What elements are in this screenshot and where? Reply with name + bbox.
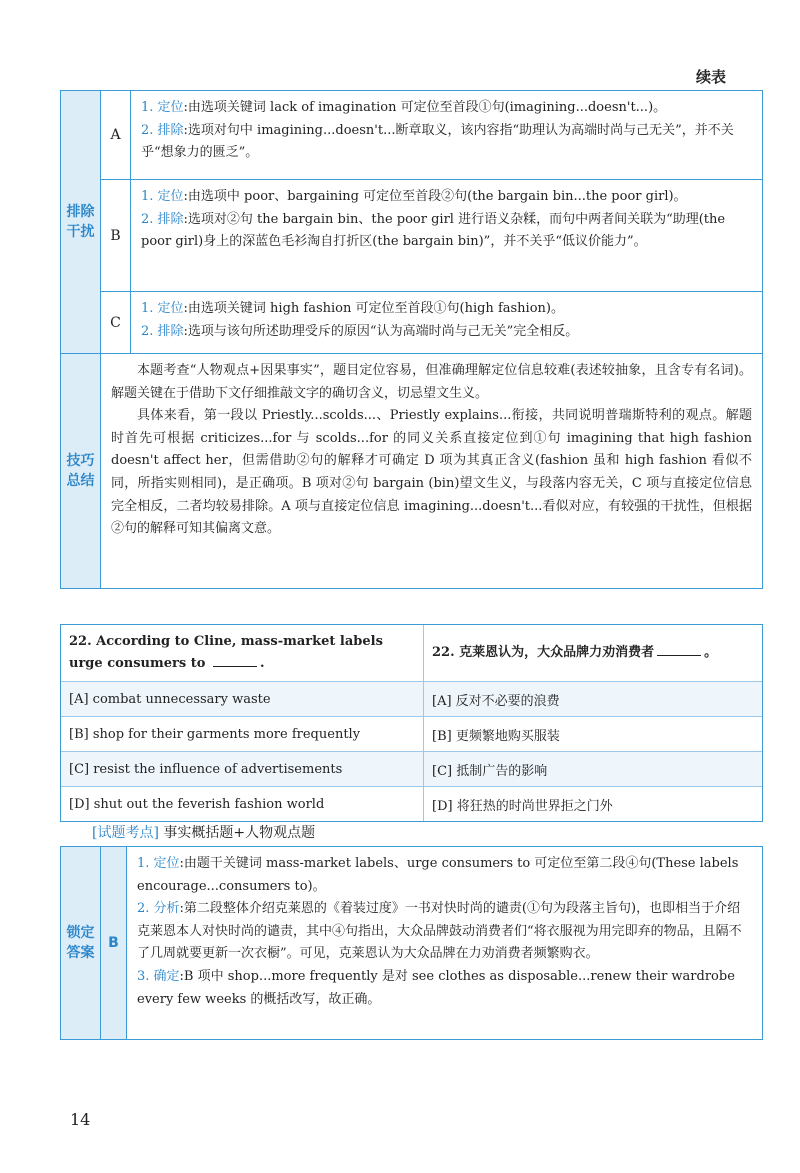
kaodian-line [92, 822, 315, 842]
tag: 3. 确定 [137, 968, 180, 984]
option-letter: C [101, 292, 131, 353]
exclude-row-a: A 1. 定位:由选项关键词 lack of imagination 可定位至首段①句(imagining...doesn't...)。 2. 排除:选项对句中 imagining...doesn't...断章取义，该内容指“助理认为高端时尚与己无关”，并不关乎“想象力的匮乏”。 [101, 91, 762, 180]
continued-label: 续表 [695, 68, 726, 86]
exclude-box [60, 90, 763, 589]
skill-paragraph-1: 本题考查“人物观点+因果事实”，题目定位容易，但准确理解定位信息较难(表述较抽象，且含专有名词)。解题关键在于借助下文仔细推敲文字的确切含义，切忌望文生义。 [111, 363, 752, 401]
option-c-en: [C] resist the influence of advertisements [61, 752, 424, 786]
option-letter: B [101, 180, 131, 291]
option-b-cn: [B] 更频繁地购买服装 [432, 728, 560, 744]
tag: 1. 定位 [141, 189, 184, 204]
answer-letter: B [101, 847, 127, 1039]
option-d-cn: [D] 将狂热的时尚世界拒之门外 [432, 798, 613, 814]
option-c-cn: [C] 抵制广告的影响 [432, 763, 548, 779]
option-a-cn: [A] 反对不必要的浪费 [432, 693, 560, 709]
tag: 2. 分析 [137, 901, 180, 917]
tag: 2. 排除 [141, 323, 184, 339]
option-a-en: [A] combat unnecessary waste [61, 682, 424, 716]
answer-box: 锁定答案 B 1. 定位:由题干关键词 mass-market labels、urge consumers to 可定位至第二段④句(These labels encourage...consumers to)。 2. 分析:第二段整体介绍克莱恩的《着装过度》一书对快时尚的谴责(①句为段落主旨句)，也即相当于介绍克莱恩本人对快时尚的谴责，其中④句指出，大众品牌鼓动消费者们“将衣服视为用完即弃的物品，且隔不了几周就要更新一次衣橱”。可见，克莱恩认为大众品牌在力劝消费者频繁购衣。 3. 确定:B 项中 shop...more frequently 是对 see clothes as disposable...renew their wardrobe every few weeks 的概括改写，故正确。 [60, 846, 763, 1040]
kaodian-text: 事实概括题+人物观点题 [163, 825, 316, 841]
kaodian-tag: [试题考点] [92, 825, 159, 841]
exclude-side-label: 排除干扰 [61, 91, 101, 353]
answer-blank [213, 653, 257, 667]
tag: 1. 定位 [137, 856, 180, 871]
exclude-row-b: B 1. 定位:由选项中 poor、bargaining 可定位至首段②句(the bargain bin...the poor girl)。 2. 排除:选项对②句 the bargain bin、the poor girl 进行语义杂糅，而句中两者间关联为“助理(the poor girl)身上的深蓝色毛衫淘自打折区(the bargain bin)”，并不关乎“低议价能力”。 [101, 180, 762, 292]
tag: 1. 定位 [141, 100, 184, 115]
option-letter: A [101, 91, 131, 179]
page-number: 14 [70, 1110, 91, 1129]
exclude-row-c: C 1. 定位:由选项关键词 high fashion 可定位至首段①句(high fashion)。 2. 排除:选项与该句所述助理受斥的原因“认为高端时尚与己无关”完全相反。 [101, 292, 762, 353]
option-d-en: [D] shut out the feverish fashion world [61, 787, 424, 821]
tag: 2. 排除 [141, 211, 184, 227]
skill-side-label: 技巧总结 [61, 354, 101, 588]
answer-blank [657, 642, 701, 656]
answer-side-label: 锁定答案 [61, 847, 101, 1039]
tag: 1. 定位 [141, 301, 184, 316]
question-en: 22. According to Cline, mass-market labels urge consumers to . [61, 625, 424, 681]
question-cn: 22. 克莱恩认为，大众品牌力劝消费者 。 [424, 625, 762, 681]
skill-paragraph-2: 具体来看，第一段以 Priestly...scolds...、Priestly explains...衔接，共同说明普瑞斯特利的观点。解题时首先可根据 criticizes...for 与 scolds...for 的同义关系直接定位到①句 imagining that high fashion doesn't affect her，但需借助②句的解释才可确定 D 项为其真正含义(fashion 虽和 high fashion 看似不同，所指实则相同)，是正确项。B 项对②句 bargain (bin)望文生义，与段落内容无关，C 项与直接定位信息完全相反，二者均较易排除。A 项与直接定位信息 imagining...doesn't...看似对应，有较强的干扰性，但根据②句的解释可知其偏离文意。 [111, 408, 752, 537]
tag: 2. 排除 [141, 122, 184, 138]
question-table [60, 624, 763, 822]
option-b-en: [B] shop for their garments more frequently [61, 717, 424, 751]
